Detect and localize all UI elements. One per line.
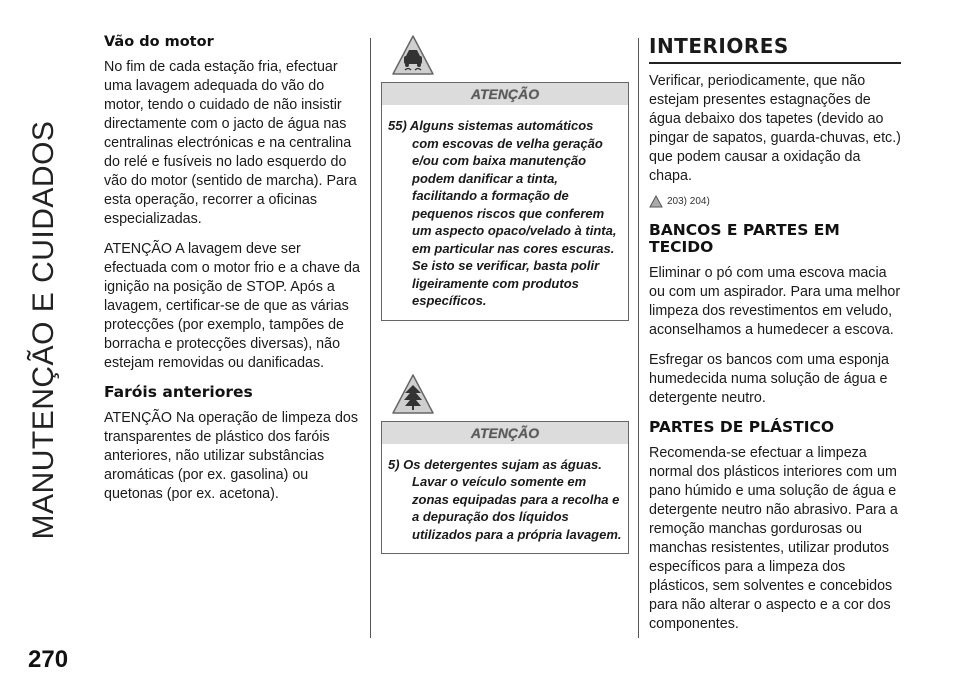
car-skid-warning-icon: [391, 34, 435, 76]
warning-refs-text: 203) 204): [667, 196, 710, 207]
environment-tree-icon: [391, 373, 435, 415]
paragraph: Esfregar os bancos com uma esponja humedecida numa solução de água e detergente neutro.: [649, 352, 889, 406]
paragraph: ATENÇÃO Na operação de limpeza dos transparentes de plástico dos faróis anteriores, não utilizar substâncias aromáticas (por ex. gasolina) ou quetonas (por ex. acetona).: [104, 410, 359, 502]
column-right: [649, 34, 901, 645]
paragraph: No fim de cada estação fria, efectuar uma lavagem adequada do vão do motor, tendo o cuidado de não insistir directamente com o jacto de água nas centralinas electrónicas e na centralina do relé e fusíveis no lado esquerdo do vão do motor (sentido de marcha). Para esta operação, recorrer a oficinas especializadas.: [104, 59, 357, 227]
heading-interiors: INTERIORES: [649, 34, 901, 64]
side-chapter-title: [0, 30, 92, 630]
warning-box: [381, 421, 629, 555]
column-left: [104, 34, 360, 515]
side-chapter-title-text: MANUTENÇÃO E CUIDADOS: [27, 120, 60, 540]
heading-engine-bay: Vão do motor: [104, 34, 214, 50]
column-middle: [381, 34, 629, 554]
column-divider: [370, 38, 371, 638]
page-number: 270: [28, 646, 69, 673]
paragraph: Eliminar o pó com uma escova macia ou com um aspirador. Para uma melhor limpeza dos revestimentos em veludo, aconselhamos a humedecer a escova.: [649, 265, 901, 338]
heading-seats-fabric: BANCOS E PARTES EM TECIDO: [649, 221, 840, 256]
paragraph: ATENÇÃO A lavagem deve ser efectuada com o motor frio e a chave da ignição na posição de STOP. Após a lavagem, certificar-se de que as várias protecções (por exemplo, tampões de borracha e protecções diversas), não estejam removidas ou danificadas.: [104, 241, 360, 371]
warning-title: ATENÇÃO: [382, 83, 628, 105]
warning-text: 5) Os detergentes sujam as águas. Lavar o veículo somente em zonas equipadas para a recolha e a depuração dos líquidos utilizados para a própria lavagem.: [388, 456, 622, 542]
column-divider: [638, 38, 639, 638]
heading-headlights: Faróis anteriores: [104, 383, 253, 401]
warning-title: ATENÇÃO: [382, 422, 628, 444]
warning-text: 55) Alguns sistemas automáticos com escovas de velha geração e/ou com baixa manutenção podem danificar a tinta, facilitando a formação de pequenos riscos que conferem um aspecto opaco/velado à tinta, em particular nas cores escuras. Se isto se verificar, basta polir ligeiramente com produtos específicos.: [388, 118, 617, 308]
warning-references: [649, 195, 901, 208]
warning-triangle-icon: [649, 195, 663, 208]
heading-plastic-parts: PARTES DE PLÁSTICO: [649, 418, 835, 436]
paragraph: Verificar, periodicamente, que não estejam presentes estagnações de água debaixo dos tapetes (devido ao pingar de sapatos, guarda-chuvas, etc.) que podem causar a oxidação da chapa.: [649, 73, 901, 184]
warning-box: [381, 82, 629, 321]
paragraph: Recomenda-se efectuar a limpeza normal dos plásticos interiores com um pano húmido e uma solução de água e detergente neutro não abrasivo. Para a remoção manchas gordurosas ou manchas resistentes, utilizar produtos específicos para a limpeza dos plásticos, sem solventes e concebidos para não alterar o aspecto e a cor dos componentes.: [649, 445, 898, 632]
